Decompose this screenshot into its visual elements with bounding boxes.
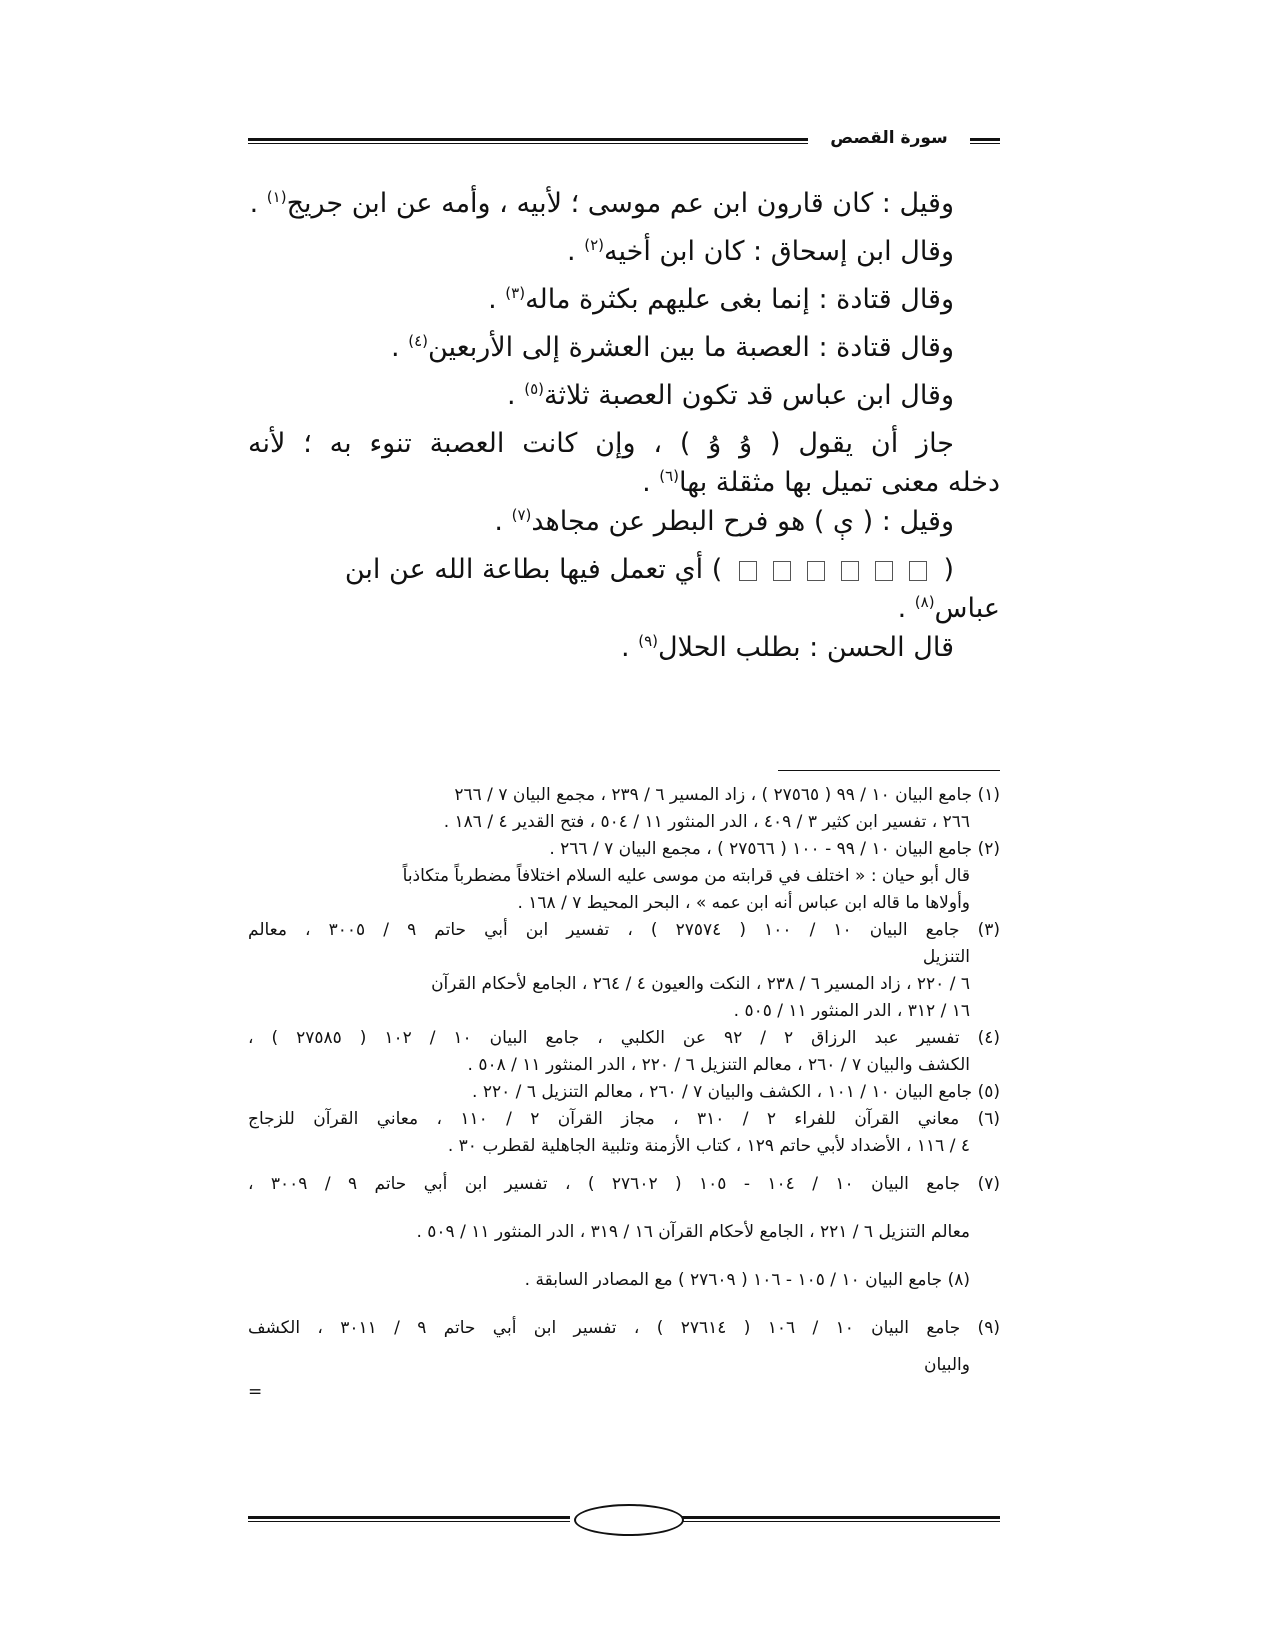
body-line: عباس$^{(٨)}$ . [897,593,1000,624]
footnote-line: التنزيل [922,947,970,967]
body-line: وقال قتادة : العصبة ما بين العشرة إلى الأربعين$^{(٤)}$ . [391,332,954,363]
body-text [248,180,1000,672]
missing-glyph [841,561,859,581]
footnote-line: (٣) جامع البيان ١٠ / ١٠٠ ( ٢٧٥٧٤ ) ، تفسير ابن أبي حاتم ٩ / ٣٠٠٥ ، معالم [248,920,1000,940]
footnote-ref: (٨) [914,593,935,611]
footnote-line: (٤) تفسير عبد الرزاق ٢ / ٩٢ عن الكلبي ، جامع البيان ١٠ / ١٠٢ ( ٢٧٥٨٥ ) ، [248,1028,1001,1048]
footnote-ref: (٢) [584,236,605,254]
footnote-line: (٥) جامع البيان ١٠ / ١٠١ ، الكشف والبيان ٧ / ٢٦٠ ، معالم التنزيل ٦ / ٢٢٠ . [472,1082,1000,1102]
page-number-oval [574,1504,684,1536]
header-rule-short [970,138,1000,144]
footer-rule-left [248,1516,570,1522]
footnote-line: (٦) معاني القرآن للفراء ٢ / ٣١٠ ، مجاز القرآن ٢ / ١١٠ ، معاني القرآن للزجاج [248,1109,1000,1129]
footnote-line: (٩) جامع البيان ١٠ / ١٠٦ ( ٢٧٦١٤ ) ، تفسير ابن أبي حاتم ٩ / ٣٠١١ ، الكشف [248,1318,1000,1338]
footnote-line: (١) جامع البيان ١٠ / ٩٩ ( ٢٧٥٦٥ ) ، زاد المسير ٦ / ٢٣٩ ، مجمع البيان ٧ / ٢٦٦ [454,785,1000,805]
body-line: ( ) أي تعمل فيها بطاعة الله عن ابن [344,554,954,585]
footnote-line: (٧) جامع البيان ١٠ / ١٠٤ - ١٠٥ ( ٢٧٦٠٢ ) ، تفسير ابن أبي حاتم ٩ / ٣٠٠٩ ، [248,1174,1000,1194]
body-line: وقيل : ( ې ) هو فرح البطر عن مجاهد$^{(٧)}$ . [494,506,954,537]
missing-glyph [807,561,825,581]
missing-glyph [875,561,893,581]
footnote-line: والبيان [923,1355,970,1375]
footer-rule-right [682,1516,1000,1522]
footnote-line: ٢٦٦ ، تفسير ابن كثير ٣ / ٤٠٩ ، الدر المنثور ١١ / ٥٠٤ ، فتح القدير ٤ / ١٨٦ . [443,812,970,832]
footnote-ref: (٩) [638,632,659,650]
footnote-line: ٦ / ٢٢٠ ، زاد المسير ٦ / ٢٣٨ ، النكت والعيون ٤ / ٢٦٤ ، الجامع لأحكام القرآن [431,974,970,994]
page-header [248,128,1000,158]
body-line: وقال ابن عباس قد تكون العصبة ثلاثة$^{(٥)}$ . [507,380,954,411]
footnote-line: (٢) جامع البيان ١٠ / ٩٩ - ١٠٠ ( ٢٧٥٦٦ ) ، مجمع البيان ٧ / ٢٦٦ . [549,839,1000,859]
missing-glyph [739,561,757,581]
body-line: وقال ابن إسحاق : كان ابن أخيه$^{(٢)}$ . [567,236,954,267]
footnote-line: الكشف والبيان ٧ / ٢٦٠ ، معالم التنزيل ٦ / ٢٢٠ ، الدر المنثور ١١ / ٥٠٨ . [467,1055,970,1075]
footnote-ref: (٧) [511,506,532,524]
page-footer [248,1502,1000,1536]
body-line: جاز أن يقول ( ۇ ۇ ) ، وإن كانت العصبة تنوء به ؛ لأنه [248,428,954,459]
body-line: قال الحسن : بطلب الحلال$^{(٩)}$ . [621,632,954,663]
missing-glyph [773,561,791,581]
footnote-line: (٨) جامع البيان ١٠ / ١٠٥ - ١٠٦ ( ٢٧٦٠٩ ) مع المصادر السابقة . [524,1270,970,1290]
header-rule-long [248,138,808,144]
footnote-ref: (٣) [505,284,526,302]
footnote-ref: (٥) [524,380,545,398]
footnote-ref: (٤) [408,332,428,350]
footnote-line: ١٦ / ٣١٢ ، الدر المنثور ١١ / ٥٠٥ . [733,1001,970,1021]
footnote-line: ٤ / ١١٦ ، الأضداد لأبي حاتم ١٢٩ ، كتاب الأزمنة وتلبية الجاهلية لقطرب ٣٠ . [447,1136,970,1156]
surah-title: سورة القصص [830,128,948,148]
footnote-line: قال أبو حيان : « اختلف في قرابته من موسى عليه السلام اختلافاً مضطرباً متكاذباً [402,866,970,886]
footnote-line: وأولاها ما قاله ابن عباس أنه ابن عمه » ، البحر المحيط ٧ / ١٦٨ . [517,893,970,913]
footnote-ref: (١) [266,188,287,206]
body-line: وقيل : كان قارون ابن عم موسى ؛ لأبيه ، وأمه عن ابن جريج$^{(١)}$ . [249,188,954,219]
footnote-line: معالم التنزيل ٦ / ٢٢١ ، الجامع لأحكام القرآن ١٦ / ٣١٩ ، الدر المنثور ١١ / ٥٠٩ . [416,1222,970,1242]
body-line: وقال قتادة : إنما بغى عليهم بكثرة ماله$^{(٣)}$ . [488,284,954,315]
footnote-ref: (٦) [659,467,680,485]
body-line: دخله معنى تميل بها مثقلة بها$^{(٦)}$ . [642,467,1000,498]
footnotes [248,782,1000,1406]
footnote-separator [778,770,1000,771]
footnote-line: = [248,1382,263,1402]
missing-glyph [909,561,927,581]
